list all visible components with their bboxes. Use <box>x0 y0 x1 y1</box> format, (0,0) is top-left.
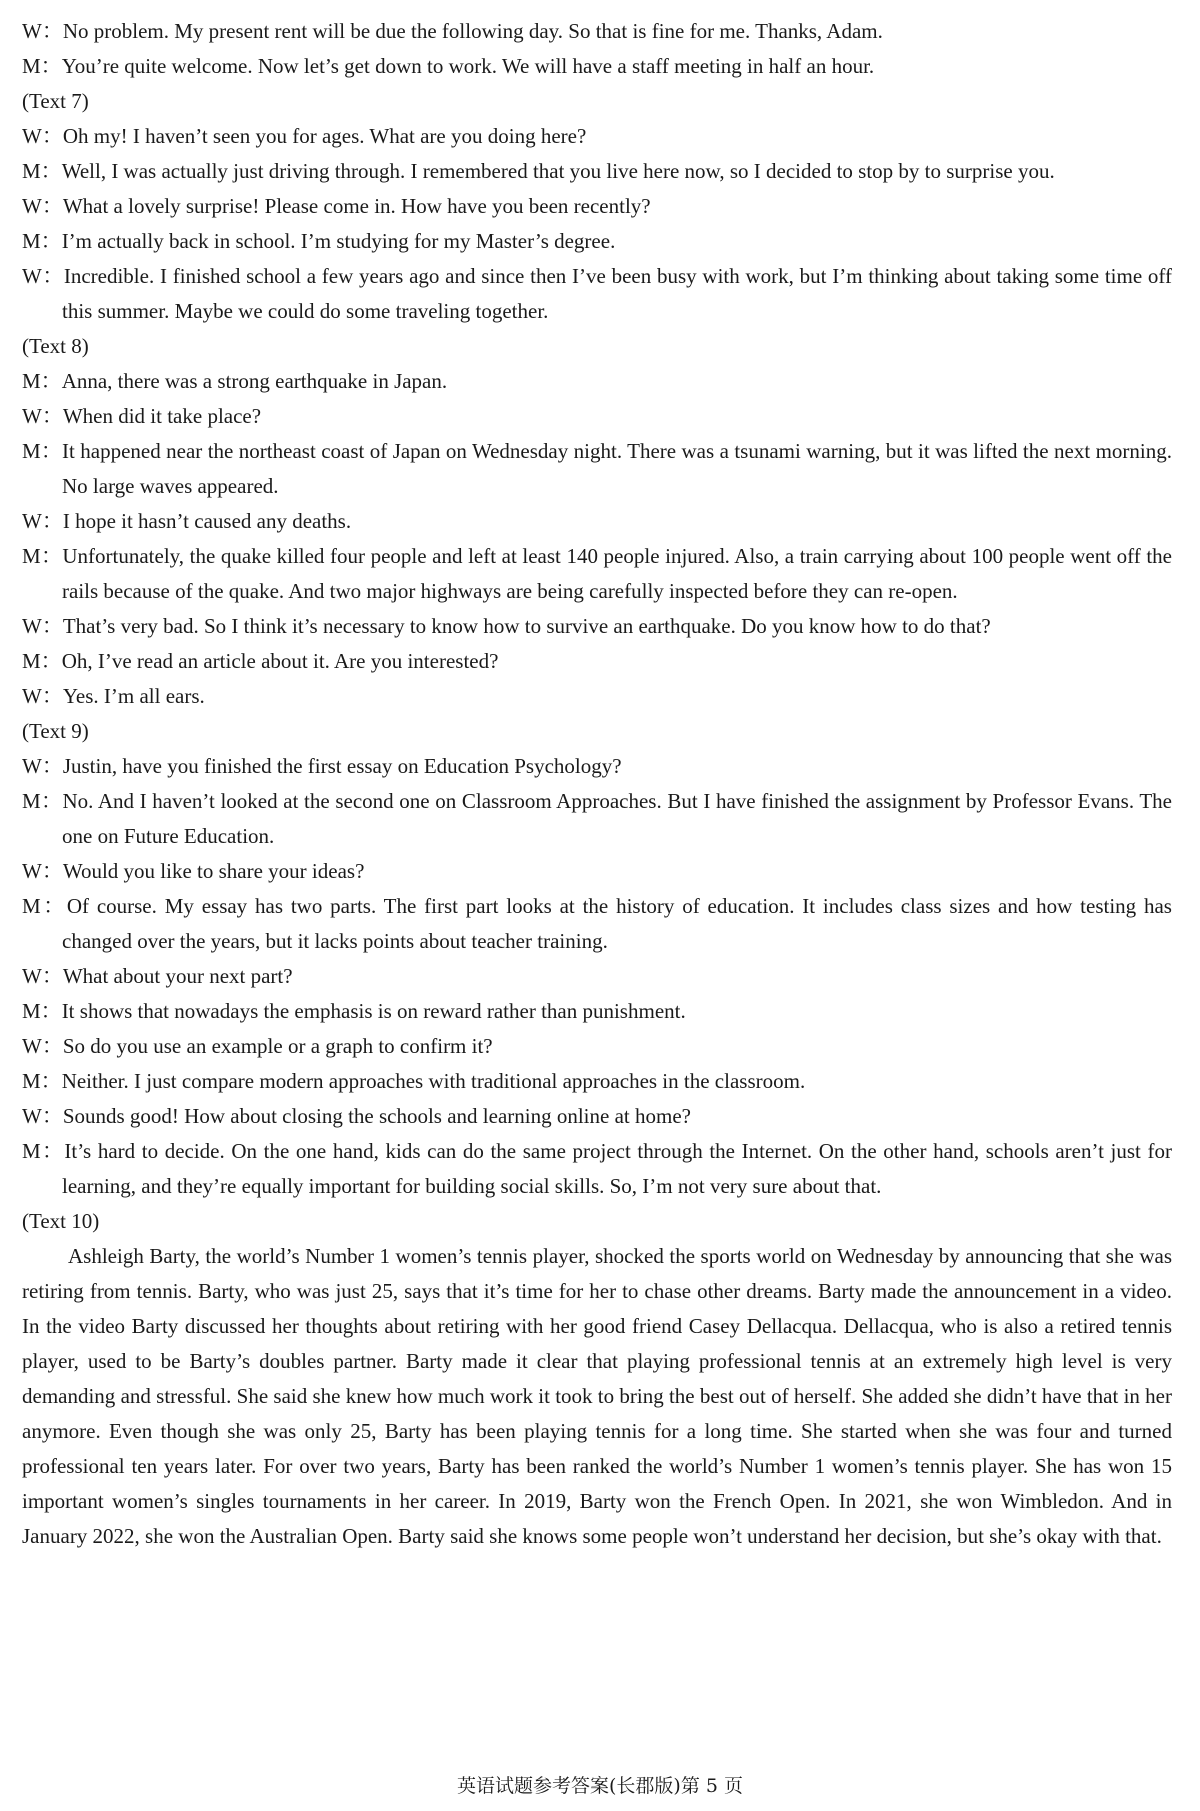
speaker-label: W： <box>22 404 63 428</box>
dialog-text: I’m actually back in school. I’m studying for my Master’s degree. <box>61 229 616 253</box>
dialog-text: Sounds good! How about closing the schools and learning online at home? <box>62 1104 691 1128</box>
dialog-text: It happened near the northeast coast of Japan on Wednesday night. There was a tsunami warning, but it was lifted the next morning. No large waves appeared. <box>62 439 1172 498</box>
dialog-text: Justin, have you finished the first essay on Education Psychology? <box>62 754 622 778</box>
dialog-line <box>22 504 1172 539</box>
dialog-line <box>22 1064 1172 1099</box>
dialog-text: It shows that nowadays the emphasis is on reward rather than punishment. <box>61 999 686 1023</box>
dialog-text: Incredible. I finished school a few years ago and since then I’ve been busy with work, but I’m thinking about taking some time off this summer. Maybe we could do some traveling together. <box>62 264 1173 323</box>
dialog-line <box>22 1099 1172 1134</box>
dialog-line <box>22 784 1172 854</box>
speaker-label: M： <box>22 54 62 78</box>
dialog-line <box>22 224 1172 259</box>
dialog-text: You’re quite welcome. Now let’s get down to work. We will have a staff meeting in half an hour. <box>61 54 875 78</box>
dialog-text: Oh my! I haven’t seen you for ages. What are you doing here? <box>62 124 587 148</box>
dialog-text: Unfortunately, the quake killed four people and left at least 140 people injured. Also, a train carrying about 100 people went off the rails because of the quake. And two major highways are being carefully inspected before they can re-open. <box>62 544 1172 603</box>
dialog-line <box>22 119 1172 154</box>
text-section-heading: (Text 8) <box>22 334 89 358</box>
speaker-label: W： <box>22 124 63 148</box>
dialog-line <box>22 749 1172 784</box>
speaker-label: W： <box>22 614 63 638</box>
speaker-label: W： <box>22 264 64 288</box>
text-section-heading: (Text 7) <box>22 89 89 113</box>
dialog-line <box>22 49 1172 84</box>
dialog-line <box>22 1029 1172 1064</box>
speaker-label: M： <box>22 229 62 253</box>
speaker-label: M： <box>22 1069 62 1093</box>
dialog-text: Anna, there was a strong earthquake in Japan. <box>61 369 448 393</box>
speaker-label: M： <box>22 894 67 918</box>
dialog-text: That’s very bad. So I think it’s necessary to know how to survive an earthquake. Do you know how to do that? <box>62 614 991 638</box>
dialog-text: Of course. My essay has two parts. The first part looks at the history of education. It includes class sizes and how testing has changed over the years, but it lacks points about teacher training. <box>62 894 1172 953</box>
dialog-line <box>22 364 1172 399</box>
dialog-text: No. And I haven’t looked at the second one on Classroom Approaches. But I have finished the assignment by Professor Evans. The one on Future Education. <box>62 789 1172 848</box>
speaker-label: M： <box>22 789 63 813</box>
dialog-line <box>22 889 1172 959</box>
speaker-label: W： <box>22 509 63 533</box>
speaker-label: W： <box>22 1104 63 1128</box>
speaker-label: M： <box>22 369 62 393</box>
dialog-line <box>22 854 1172 889</box>
dialog-text: Oh, I’ve read an article about it. Are you interested? <box>61 649 499 673</box>
speaker-label: W： <box>22 684 63 708</box>
dialog-line <box>22 189 1172 224</box>
dialog-line <box>22 994 1172 1029</box>
speaker-label: W： <box>22 194 63 218</box>
dialog-text: What a lovely surprise! Please come in. How have you been recently? <box>62 194 651 218</box>
dialog-line <box>22 154 1172 189</box>
dialog-line <box>22 259 1172 329</box>
speaker-label: M： <box>22 159 62 183</box>
text-section-heading: (Text 10) <box>22 1209 100 1233</box>
dialog-line <box>22 14 1172 49</box>
document-body <box>22 14 1172 1554</box>
dialog-text: Yes. I’m all ears. <box>62 684 205 708</box>
speaker-label: W： <box>22 19 63 43</box>
speaker-label: M： <box>22 649 62 673</box>
dialog-text: I hope it hasn’t caused any deaths. <box>62 509 352 533</box>
dialog-line <box>22 644 1172 679</box>
dialog-text: It’s hard to decide. On the one hand, kids can do the same project through the Internet. On the other hand, schools aren’t just for learning, and they’re equally important for building social skills. So, I’m not very sure about that. <box>62 1139 1172 1198</box>
speaker-label: W： <box>22 964 63 988</box>
speaker-label: M： <box>22 999 62 1023</box>
speaker-label: M： <box>22 1139 65 1163</box>
dialog-line <box>22 399 1172 434</box>
dialog-text: Neither. I just compare modern approaches with traditional approaches in the classroom. <box>61 1069 806 1093</box>
dialog-text: So do you use an example or a graph to confirm it? <box>62 1034 493 1058</box>
speaker-label: M： <box>22 544 63 568</box>
dialog-text: Would you like to share your ideas? <box>62 859 365 883</box>
page-footer: 英语试题参考答案(长郡版)第 5 页 <box>457 1775 743 1797</box>
dialog-line <box>22 1134 1172 1204</box>
dialog-line <box>22 679 1172 714</box>
dialog-text: What about your next part? <box>62 964 293 988</box>
dialog-text: When did it take place? <box>62 404 262 428</box>
speaker-label: W： <box>22 754 63 778</box>
speaker-label: W： <box>22 1034 63 1058</box>
dialog-line <box>22 959 1172 994</box>
speaker-label: W： <box>22 859 63 883</box>
dialog-text: Well, I was actually just driving through. I remembered that you live here now, so I decided to stop by to surprise you. <box>61 159 1055 183</box>
speaker-label: M： <box>22 439 63 463</box>
passage-paragraph: Ashleigh Barty, the world’s Number 1 women’s tennis player, shocked the sports world on Wednesday by announcing that she was retiring from tennis. Barty, who was just 25, says that it’s time for her to chase other dreams. Barty made the announcement in a video. In the video Barty discussed her thoughts about retiring with her good friend Casey Dellacqua. Dellacqua, who is also a retired tennis player, used to be Barty’s doubles partner. Barty made it clear that playing professional tennis at an extremely high level is very demanding and stressful. She said she knew how much work it took to bring the best out of herself. She added she didn’t have that in her anymore. Even though she was only 25, Barty has been playing tennis for a long time. She started when she was four and turned professional ten years later. For over two years, Barty has been ranked the world’s Number 1 women’s tennis player. She has won 15 important women’s singles tournaments in her career. In 2019, Barty won the French Open. In 2021, she won Wimbledon. And in January 2022, she won the Australian Open. Barty said she knows some people won’t understand her decision, but she’s okay with that. <box>22 1244 1172 1548</box>
dialog-line <box>22 609 1172 644</box>
dialog-line <box>22 539 1172 609</box>
dialog-text: No problem. My present rent will be due the following day. So that is fine for me. Thanks, Adam. <box>62 19 883 43</box>
dialog-line <box>22 434 1172 504</box>
text-section-heading: (Text 9) <box>22 719 89 743</box>
